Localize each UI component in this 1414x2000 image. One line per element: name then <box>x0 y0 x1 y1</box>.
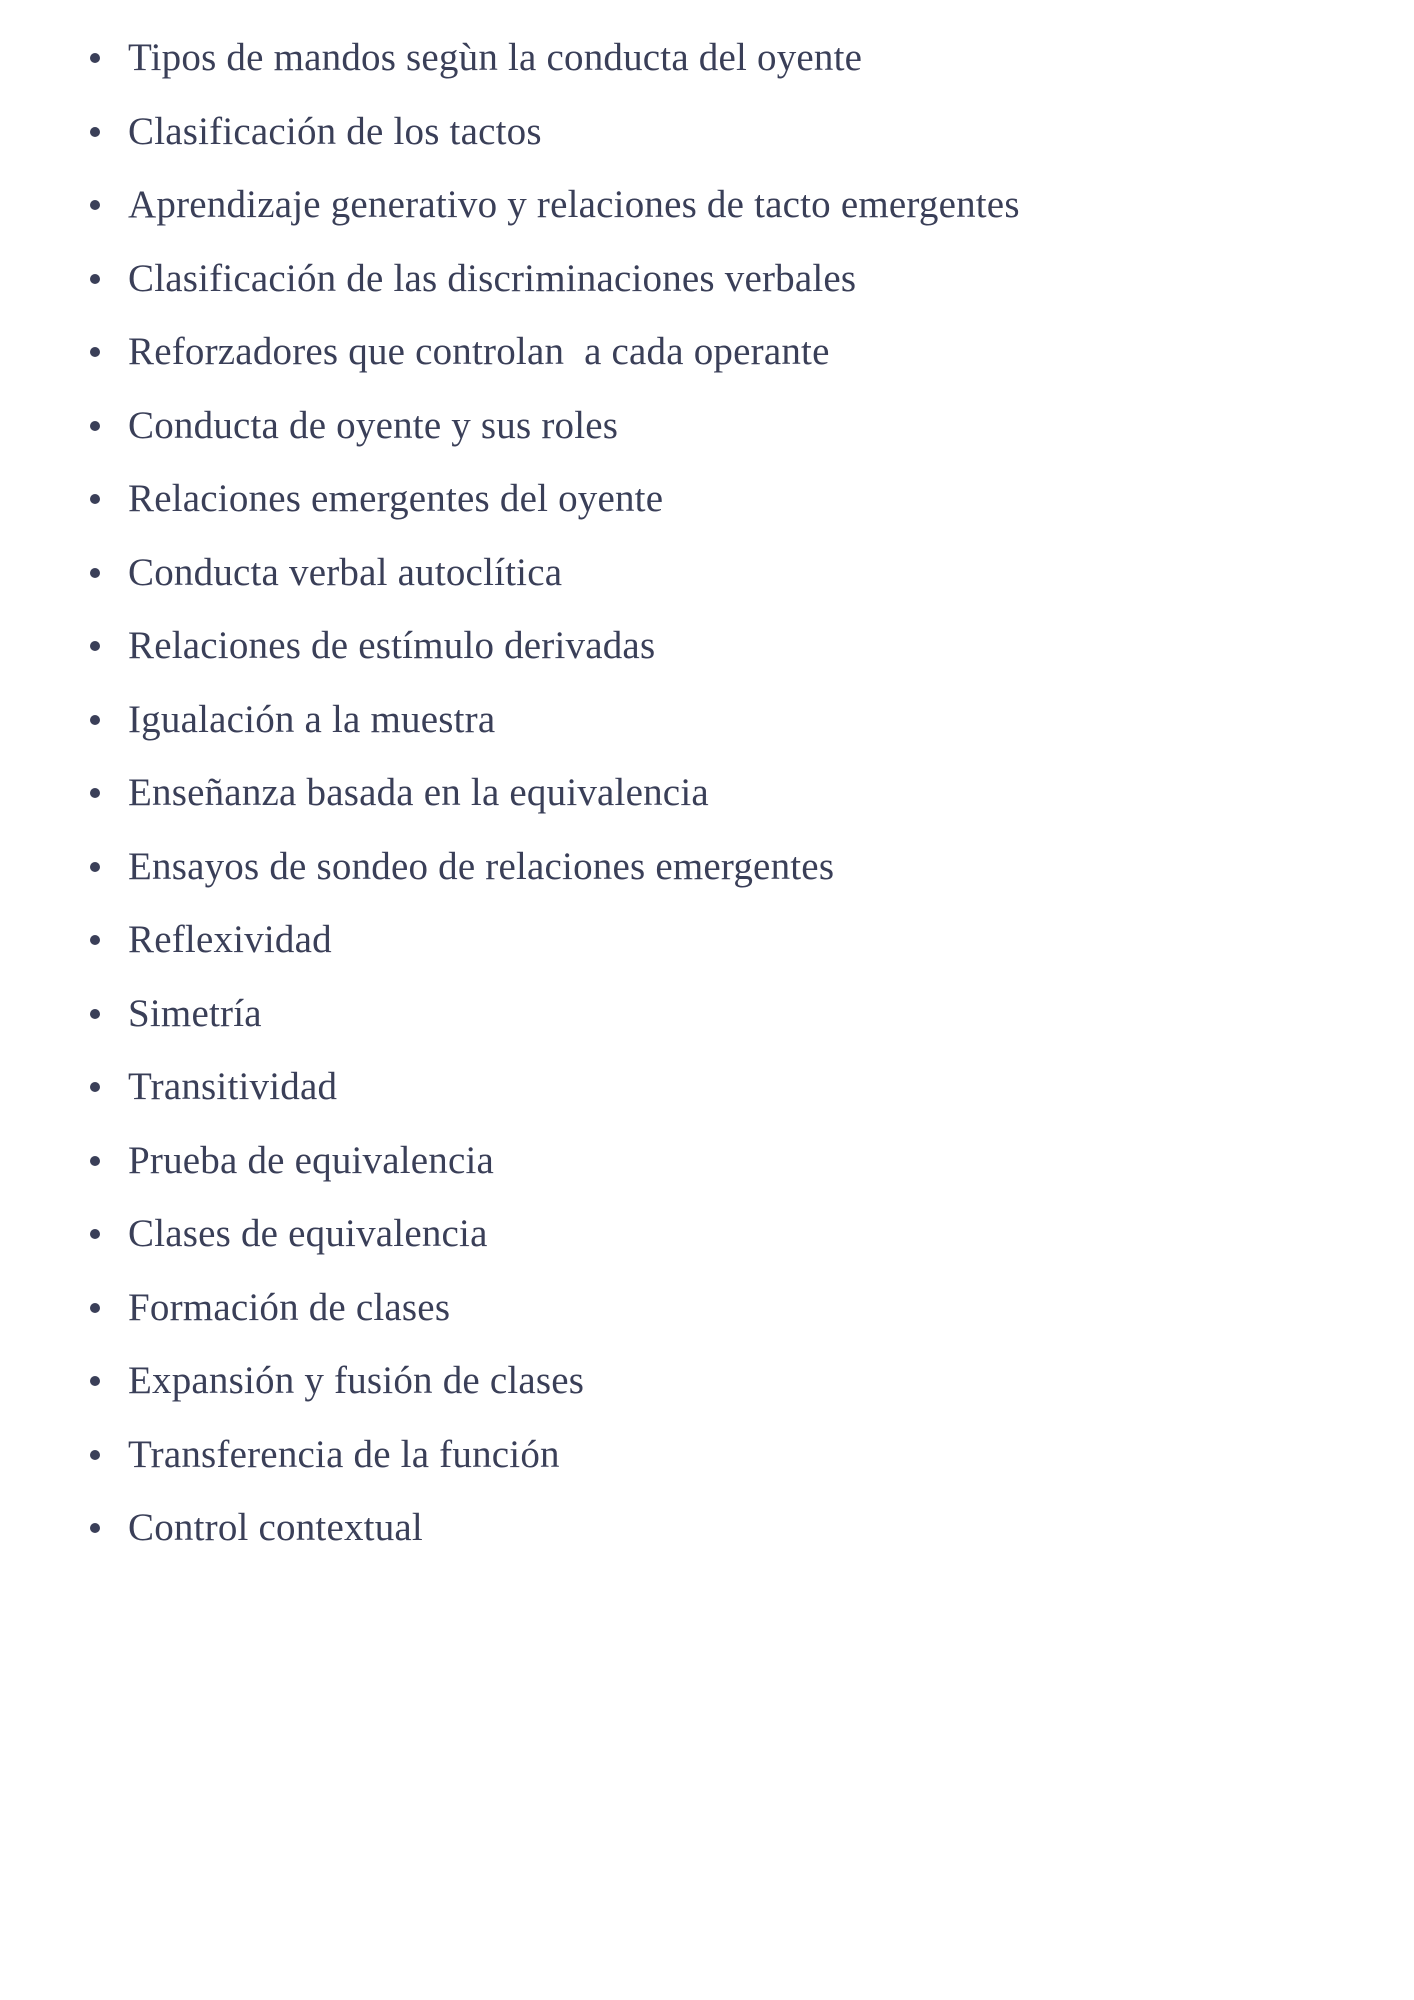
list-item <box>86 103 1286 177</box>
bullet-icon <box>90 347 100 357</box>
bullet-icon <box>90 862 100 872</box>
bullet-icon <box>90 53 100 63</box>
list-item <box>86 1352 1286 1426</box>
bullet-icon <box>90 127 100 137</box>
list-item-text: Enseñanza basada en la equivalencia <box>128 771 709 814</box>
list-item-text: Prueba de equivalencia <box>128 1138 495 1182</box>
list-item-text: Conducta de oyente y sus roles <box>128 403 619 447</box>
list-item <box>86 323 1286 397</box>
bullet-icon <box>90 935 100 945</box>
list-item <box>86 397 1286 471</box>
list-item-text: Expansión y fusión de clases <box>128 1359 585 1402</box>
list-item-text: Reflexividad <box>128 918 332 961</box>
bullet-icon <box>90 421 100 431</box>
list-item <box>86 911 1286 985</box>
bullet-icon <box>90 715 100 725</box>
list-item-text: Ensayos de sondeo de relaciones emergentes <box>128 844 835 888</box>
list-item <box>86 250 1286 324</box>
bullet-icon <box>90 1523 100 1533</box>
list-item-text: Formación de clases <box>128 1285 451 1329</box>
list-item <box>86 1426 1286 1500</box>
list-item-text: Control contextual <box>128 1506 423 1549</box>
bullet-icon <box>90 788 100 798</box>
list-item <box>86 1279 1286 1353</box>
list-item <box>86 1132 1286 1206</box>
list-item <box>86 764 1286 838</box>
bullet-icon <box>90 274 100 284</box>
list-item <box>86 838 1286 912</box>
list-item <box>86 470 1286 544</box>
bullet-icon <box>90 1082 100 1092</box>
list-item <box>86 691 1286 765</box>
list-item-text: Transferencia de la función <box>128 1432 560 1476</box>
bullet-icon <box>90 1229 100 1239</box>
list-item <box>86 176 1286 250</box>
list-item <box>86 544 1286 618</box>
bullet-icon <box>90 1376 100 1386</box>
list-item <box>86 29 1286 103</box>
bullet-icon <box>90 568 100 578</box>
list-item-text: Transitividad <box>128 1065 338 1108</box>
list-item <box>86 985 1286 1059</box>
list-item-text: Conducta verbal autoclítica <box>128 550 563 594</box>
list-item-text: Tipos de mandos segùn la conducta del oyente <box>128 36 863 79</box>
list-item-text: Clasificación de las discriminaciones verbales <box>128 256 857 300</box>
list-item <box>86 1205 1286 1279</box>
list-item <box>86 1058 1286 1132</box>
bullet-icon <box>90 1156 100 1166</box>
list-item-text: Simetría <box>128 991 262 1035</box>
list-item <box>86 1499 1286 1573</box>
bullet-icon <box>90 200 100 210</box>
bullet-icon <box>90 641 100 651</box>
topic-list <box>86 29 1286 1573</box>
bullet-icon <box>90 1009 100 1019</box>
list-item-text: Reforzadores que controlan a cada operante <box>128 330 830 373</box>
bullet-icon <box>90 1303 100 1313</box>
list-item-text: Clasificación de los tactos <box>128 109 542 153</box>
list-item-text: Relaciones emergentes del oyente <box>128 477 664 520</box>
list-item-text: Aprendizaje generativo y relaciones de tacto emergentes <box>128 183 1020 226</box>
list-item-text: Relaciones de estímulo derivadas <box>128 624 656 667</box>
list-item-text: Clases de equivalencia <box>128 1212 488 1255</box>
list-item <box>86 617 1286 691</box>
bullet-icon <box>90 494 100 504</box>
bullet-icon <box>90 1450 100 1460</box>
list-item-text: Igualación a la muestra <box>128 697 496 741</box>
